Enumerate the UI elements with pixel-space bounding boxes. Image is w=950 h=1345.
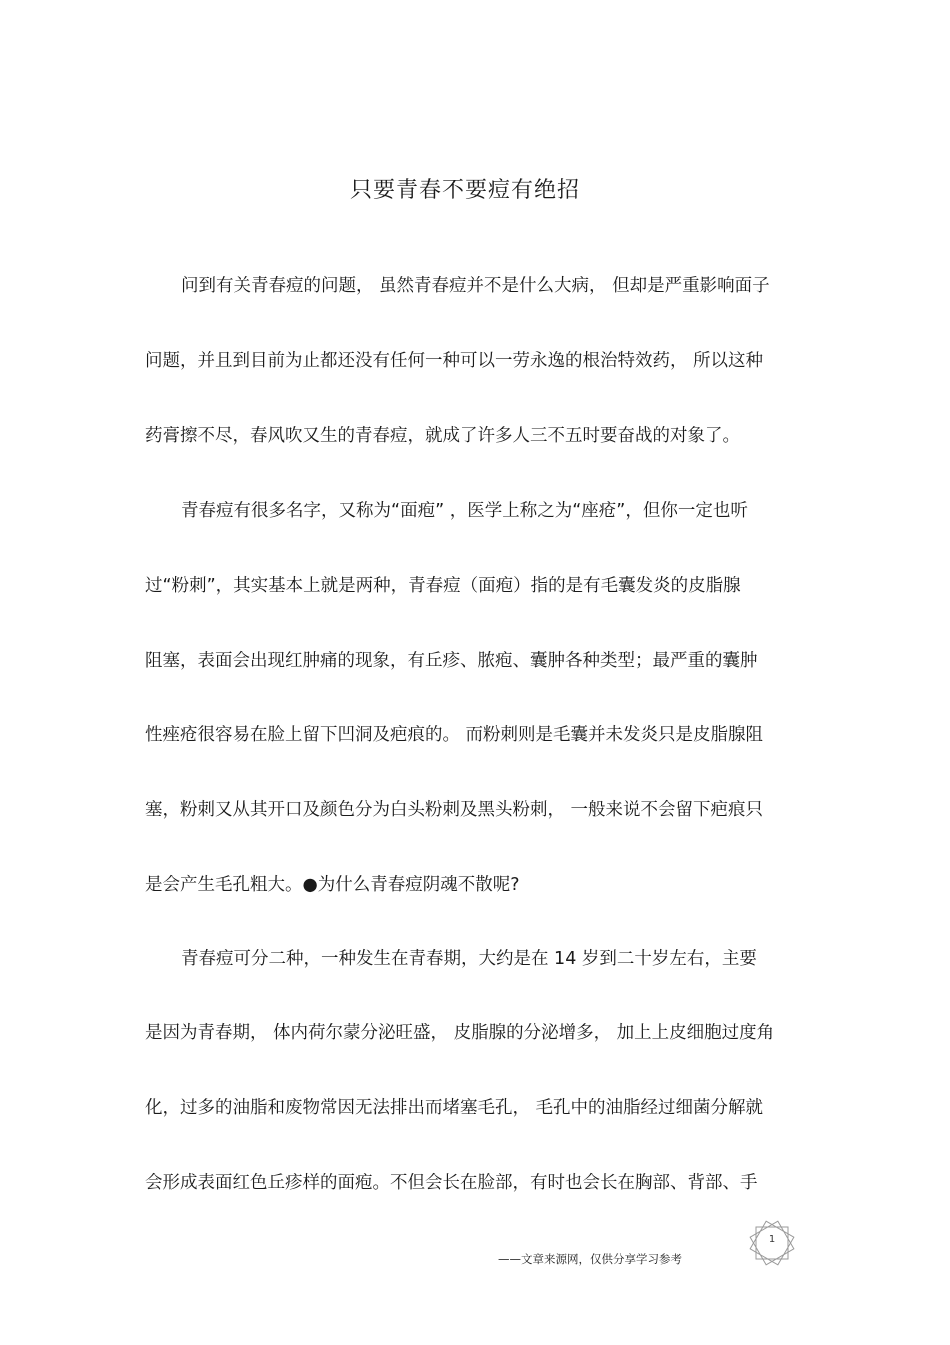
body-line [145, 872, 805, 898]
body-line-text: 阻塞，表面会出现红肿痛的现象，有丘疹、脓疱、囊肿各种类型；最严重的囊肿 [145, 651, 758, 671]
body-line [145, 273, 805, 299]
body-line-text: 问题，并且到目前为止都还没有任何一种可以一劳永逸的根治特效药， 所以这种 [145, 351, 764, 371]
body-line [145, 648, 805, 674]
body-line [145, 423, 805, 449]
body-line-text: 性痤疮很容易在脸上留下凹洞及疤痕的。 而粉刺则是毛囊并未发炎只是皮脂腺阻 [145, 725, 764, 745]
body-line [145, 722, 805, 748]
page-number: 1 [768, 1234, 776, 1245]
footer-source-note: ——文章来源网，仅供分享学习参考 [498, 1252, 682, 1266]
body-line [145, 1170, 805, 1196]
body-line-text: 问到有关青春痘的问题， 虽然青春痘并不是什么大病， 但却是严重影响面子 [181, 276, 770, 296]
body-line [145, 498, 805, 524]
body-line [145, 1095, 805, 1121]
body-line [145, 573, 805, 599]
body-line-text: 是会产生毛孔粗大。●为什么青春痘阴魂不散呢? [145, 875, 520, 895]
body-line-text: 过“粉刺”，其实基本上就是两种，青春痘（面疱）指的是有毛囊发炎的皮脂腺 [145, 576, 741, 596]
body-line [145, 946, 805, 972]
body-line-text: 会形成表面红色丘疹样的面疱。不但会长在脸部，有时也会长在胸部、背部、手 [145, 1173, 758, 1193]
body-line-text: 是因为青春期， 体内荷尔蒙分泌旺盛， 皮脂腺的分泌增多， 加上上皮细胞过度角 [145, 1023, 775, 1043]
body-line [145, 797, 805, 823]
body-line-text: 塞，粉刺又从其开口及颜色分为白头粉刺及黑头粉刺， 一般来说不会留下疤痕只 [145, 800, 764, 820]
body-line-text: 青春痘可分二种，一种发生在青春期，大约是在 14 岁到二十岁左右，主要 [181, 949, 757, 969]
body-line-text: 化，过多的油脂和废物常因无法排出而堵塞毛孔， 毛孔中的油脂经过细菌分解就 [145, 1098, 764, 1118]
body-line-text: 青春痘有很多名字，又称为“面疱” ，医学上称之为“座疮”，但你一定也听 [181, 501, 748, 521]
page-title: 只要青春不要痘有绝招 [349, 178, 580, 203]
body-line-text: 药膏擦不尽，春风吹又生的青春痘，就成了许多人三不五时要奋战的对象了。 [145, 426, 740, 446]
body-line [145, 1020, 805, 1046]
body-line [145, 348, 805, 374]
